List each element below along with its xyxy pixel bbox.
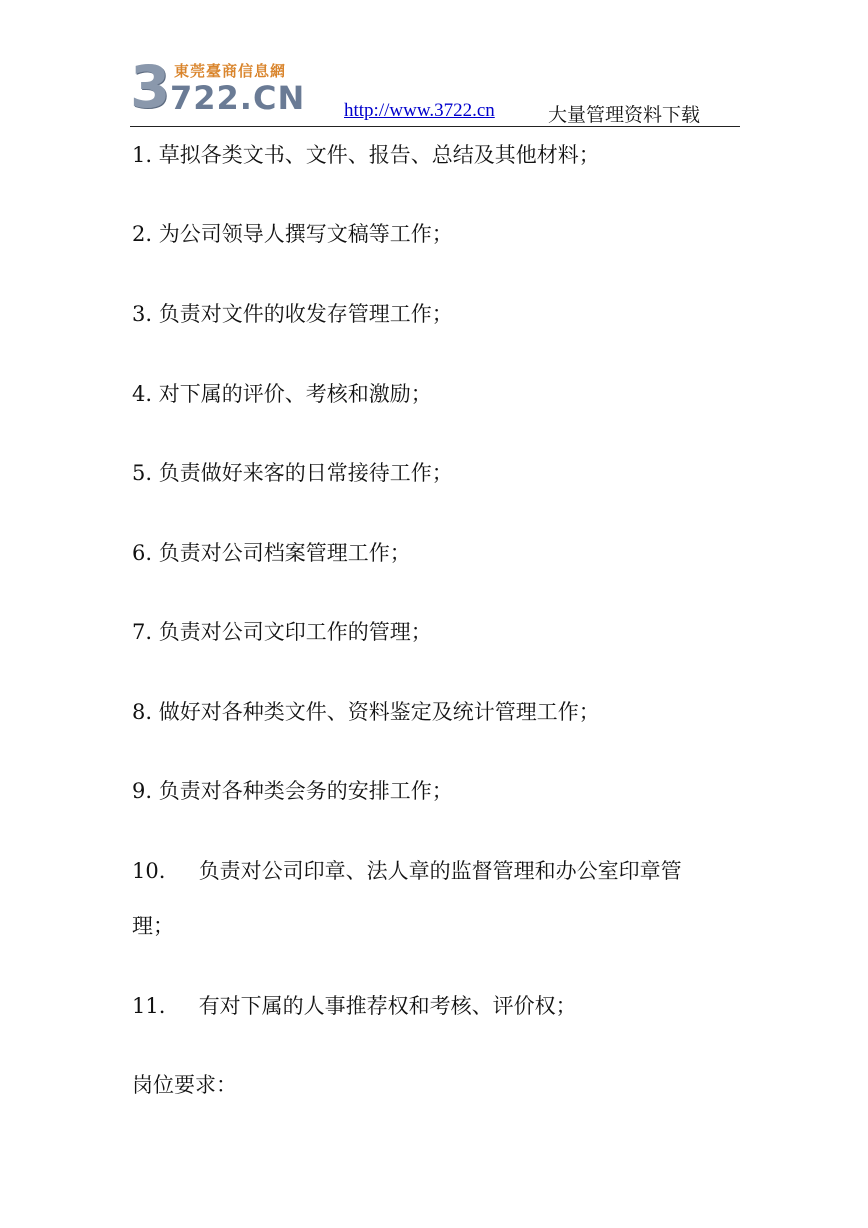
list-item-2 [132, 220, 453, 248]
list-item-5 [132, 459, 453, 487]
item-number: 8. [132, 700, 153, 724]
item-number: 3. [132, 302, 153, 326]
list-item-10-continuation [132, 912, 174, 940]
list-item-3 [132, 300, 453, 328]
site-url-link[interactable]: http://www.3722.cn [344, 100, 495, 121]
item-text: 为公司领导人撰写文稿等工作； [158, 222, 453, 246]
item-number: 10. [132, 859, 166, 883]
item-number: 5. [132, 461, 153, 485]
item-text: 负责对公司档案管理工作； [158, 541, 411, 565]
list-item-1 [132, 141, 600, 169]
logo-domain: 722.CN [170, 79, 306, 117]
item-text: 负责做好来客的日常接待工作； [158, 461, 453, 485]
item-number: 9. [132, 779, 153, 803]
list-item-7 [132, 618, 432, 646]
list-item-6 [132, 539, 411, 567]
item-number: 7. [132, 620, 153, 644]
site-logo[interactable] [130, 53, 320, 122]
item-number: 1. [132, 143, 153, 167]
list-item-4 [132, 380, 432, 408]
item-number: 11. [132, 994, 166, 1018]
item-text: 做好对各种类文件、资料鉴定及统计管理工作； [158, 700, 600, 724]
item-text: 负责对各种类会务的安排工作； [158, 779, 453, 803]
item-text: 负责对文件的收发存管理工作； [158, 302, 453, 326]
item-number: 2. [132, 222, 153, 246]
item-text: 草拟各类文书、文件、报告、总结及其他材料； [158, 143, 600, 167]
item-text: 负责对公司印章、法人章的监督管理和办公室印章管 [198, 859, 682, 883]
list-item-8 [132, 698, 600, 726]
item-text: 对下属的评价、考核和激励； [158, 382, 432, 406]
item-text: 负责对公司文印工作的管理； [158, 620, 432, 644]
header-divider [130, 126, 740, 127]
section-heading: 岗位要求： [132, 1073, 237, 1097]
logo-mark: 3 [130, 53, 171, 121]
list-item-9 [132, 777, 453, 805]
logo-site-name: 東莞臺商信息網 [174, 62, 287, 80]
item-number: 4. [132, 382, 153, 406]
item-text: 有对下属的人事推荐权和考核、评价权； [198, 994, 577, 1018]
item-text-continuation: 理； [132, 914, 174, 938]
list-item-11 [132, 992, 577, 1020]
header-tagline: 大量管理资料下载 [548, 104, 701, 126]
page-header [130, 53, 740, 126]
item-number: 6. [132, 541, 153, 565]
list-item-10 [132, 857, 682, 885]
